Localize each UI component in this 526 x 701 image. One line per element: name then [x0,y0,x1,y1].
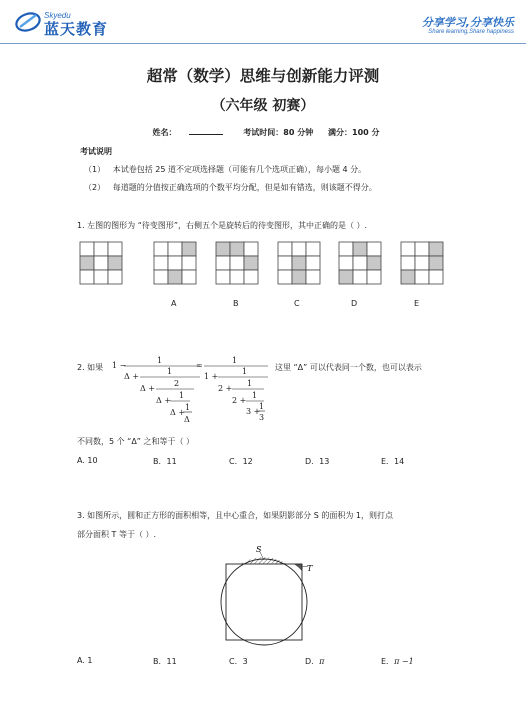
name-field: 姓名： [147,128,229,137]
q2-option-a: A. 10 [77,456,98,465]
option-d-figure [339,242,381,284]
circle-shape [221,559,307,645]
slogan-chinese: 分享学习,分享快乐 [421,16,514,29]
question-3-options [77,656,507,668]
svg-text:1: 1 [232,356,238,365]
grid-cell [94,270,108,284]
grid-cell [182,242,196,256]
original-figure [80,242,122,284]
grid-cell [80,242,94,256]
grid-cell [168,270,182,284]
grid-cell [306,242,320,256]
label-t: T [307,564,313,573]
svg-text:Δ +: Δ + [140,384,156,393]
grid-cell [80,270,94,284]
grid-cell [353,242,367,256]
name-blank [189,134,223,135]
grid-cell [182,256,196,270]
grid-cell [216,242,230,256]
grid-cell [168,242,182,256]
grid-cell [339,256,353,270]
grid-cell [339,242,353,256]
question-2-line2: 不同数，5 个 “Δ” 之和等于（ ） [77,437,195,446]
grid-cell [216,270,230,284]
grid-cell [278,256,292,270]
grid-cell [216,256,230,270]
grid-cell [367,256,381,270]
grid-cell [168,256,182,270]
grid-cell [367,270,381,284]
grid-cell [429,256,443,270]
grid-cell [415,256,429,270]
instruction-item: （2） 每道题的分值按正确选项的个数平均分配，但是如有错选，则该题不得分。 [84,183,377,192]
svg-text:Δ +: Δ + [156,396,172,405]
slogan-english: Share learning,Share happiness [428,29,514,35]
grid-cell [154,256,168,270]
option-b-figure [216,242,258,284]
square-shape [226,564,302,640]
svg-text:3 +: 3 + [246,407,261,416]
grid-cell [401,256,415,270]
grid-cell [108,256,122,270]
grid-cell [108,270,122,284]
grid-cell [182,270,196,284]
grid-cell [278,242,292,256]
option-label-c: C [294,299,300,308]
svg-text:1: 1 [157,356,163,365]
q2-option-b: B．11 [153,457,177,466]
grid-cell [230,256,244,270]
svg-text:Δ +: Δ + [170,408,186,417]
grid-cell [401,270,415,284]
grid-cell [415,242,429,256]
logo-chinese: 蓝天教育 [44,20,109,38]
svg-text:3: 3 [259,413,265,422]
grid-cell [339,270,353,284]
question-3-line2: 部分面积 T 等于（ ）. [77,530,157,539]
question-2-options [77,456,507,468]
grid-cell [292,270,306,284]
option-e-figure [401,242,443,284]
page-title: 超常（数学）思维与创新能力评测 [146,67,380,85]
q2-option-d: D．13 [305,457,330,466]
svg-text:2 +: 2 + [232,396,247,405]
svg-text:1: 1 [185,403,191,412]
option-label-b: B [233,299,239,308]
score-label: 满分：100 分 [328,128,380,137]
shaded-region-s [241,557,288,564]
question-1-text: 1. 左图的图形为 “待变图形”，右侧五个是旋转后的待变图形，其中正确的是（ ）. [77,221,368,230]
option-label-e: E [414,299,420,308]
grid-cell [292,242,306,256]
circle-square-figure [210,540,320,648]
question-3-line1: 3. 如图所示，圆和正方形的面积相等，且中心重合，如果阴影部分 S 的面积为 1，则打点 [77,511,393,520]
svg-text:1 −: 1 − [112,361,127,370]
grid-cell [108,242,122,256]
q3-option-a: A. 1 [77,656,93,665]
exam-info [0,127,526,138]
q3-option-c: C．3 [229,657,248,666]
grid-cell [94,242,108,256]
grid-cell [154,270,168,284]
grid-cell [429,270,443,284]
svg-text:1: 1 [252,391,258,400]
q3-option-e: E．π −1 [381,657,414,666]
grid-cell [244,270,258,284]
label-s: S [256,545,262,554]
svg-text:1: 1 [167,367,173,376]
instruction-item: （1） 本试卷包括 25 道不定项选择题（可能有几个选项正确），每小题 4 分。 [84,165,367,174]
option-label-a: A [171,299,177,308]
q2-option-c: C．12 [229,457,253,466]
svg-text:1 +: 1 + [204,372,219,381]
svg-text:1: 1 [242,367,248,376]
svg-text:=: = [196,361,203,370]
svg-text:2: 2 [174,379,180,388]
question-1-labels [0,299,526,311]
grid-cell [401,242,415,256]
option-a-figure [154,242,196,284]
svg-text:Δ: Δ [184,415,190,424]
skyedu-logo-icon [14,9,42,35]
q2-option-e: E．14 [381,457,405,466]
svg-text:Δ +: Δ + [124,372,140,381]
question-2-suffix: 这里 “Δ” 可以代表同一个数，也可以表示 [275,363,422,372]
dotted-region-t [294,564,302,571]
grid-cell [429,242,443,256]
grid-cell [80,256,94,270]
grid-cell [353,256,367,270]
grid-cell [154,242,168,256]
grid-cell [278,270,292,284]
instructions-heading: 考试说明 [80,147,112,156]
grid-cell [306,270,320,284]
grid-cell [230,270,244,284]
page-subtitle: （六年级 初赛） [211,98,315,114]
grid-cell [353,270,367,284]
svg-text:1: 1 [247,379,253,388]
continued-fraction-equation [112,352,272,432]
grid-cell [292,256,306,270]
grid-cell [367,242,381,256]
q3-option-d: D．π [305,657,325,666]
grid-cell [415,270,429,284]
option-label-d: D [351,299,358,308]
q3-option-b: B．11 [153,657,177,666]
logo-english: Skyedu [44,11,71,20]
grid-cell [94,256,108,270]
svg-text:1: 1 [179,391,185,400]
svg-text:1: 1 [259,402,265,411]
grid-cell [244,256,258,270]
time-label: 考试时间：80 分钟 [243,128,314,137]
grid-cell [306,256,320,270]
svg-text:2 +: 2 + [218,384,233,393]
grid-cell [230,242,244,256]
header-divider [0,43,526,44]
question-2-prefix: 2. 如果 [77,363,104,372]
grid-cell [244,242,258,256]
option-c-figure [278,242,320,284]
